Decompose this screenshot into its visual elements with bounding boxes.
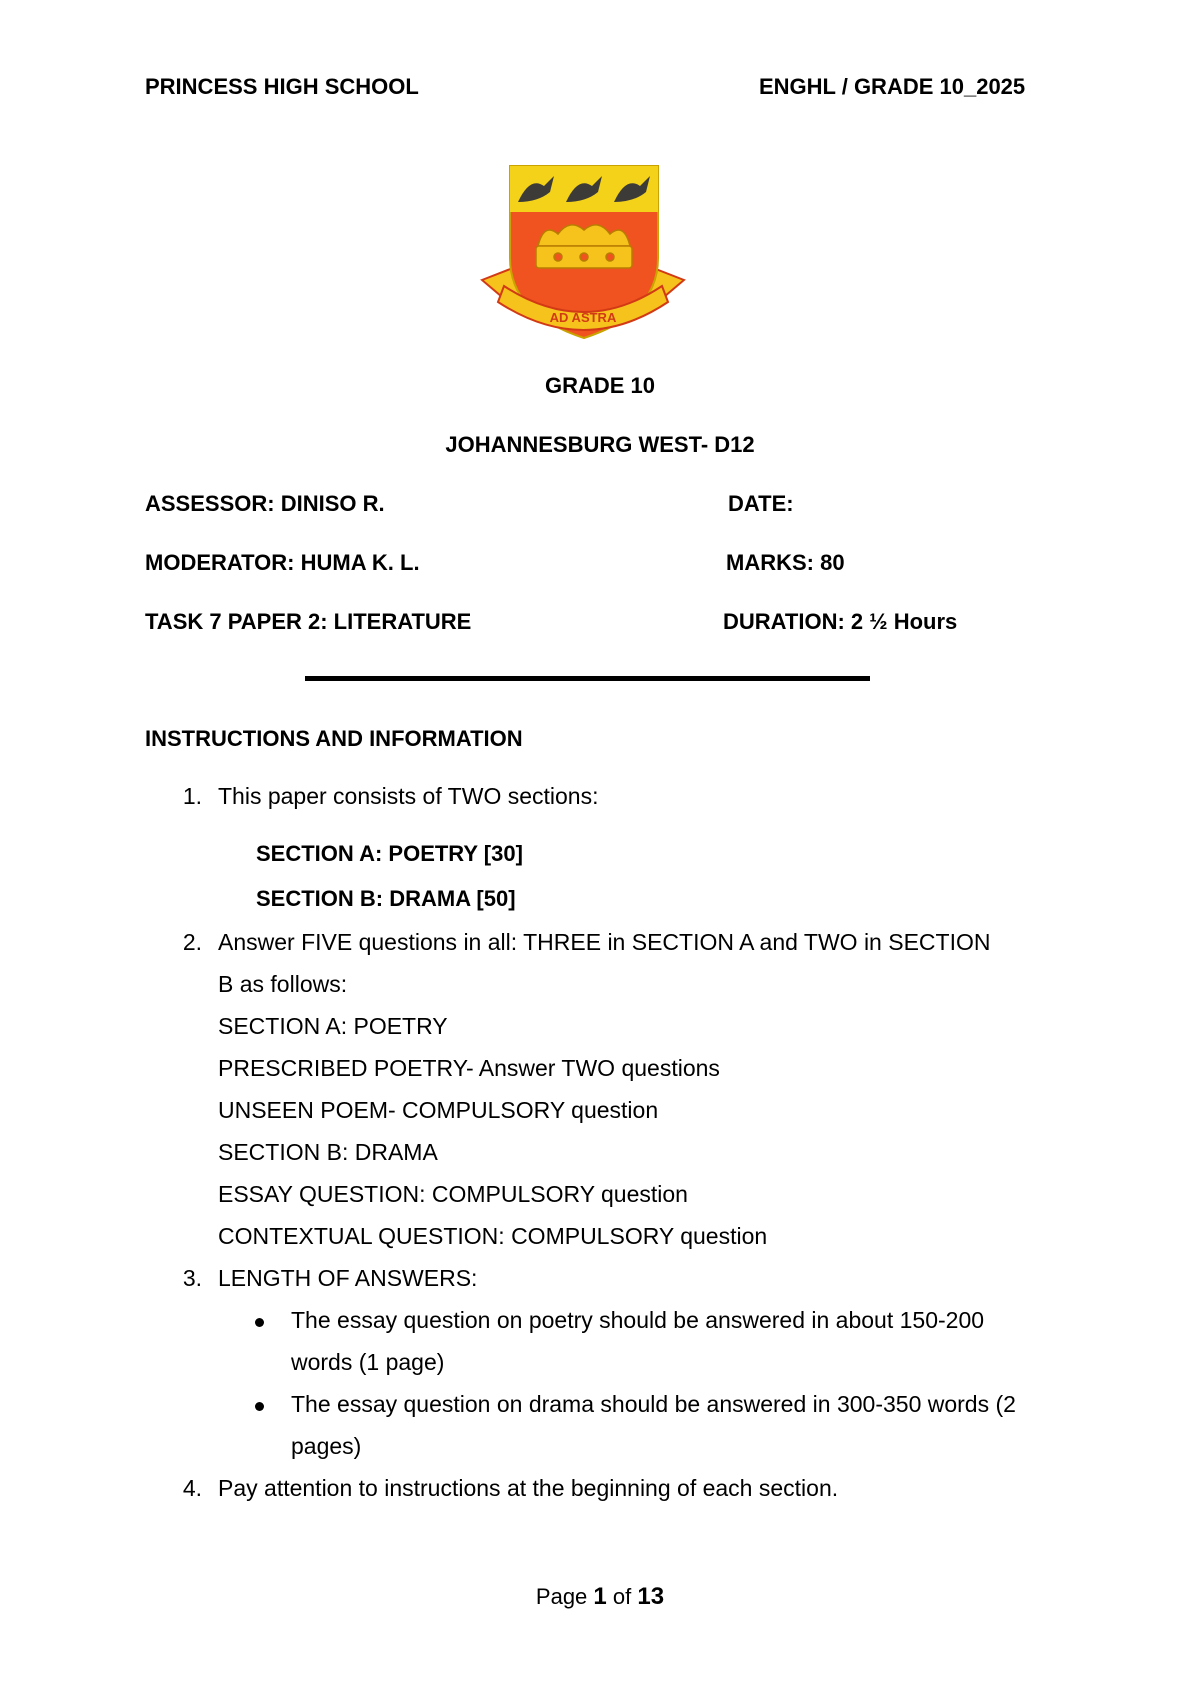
date-label: DATE: [728,491,794,516]
page-label: Page [535,1584,588,1609]
page-current: 1 [593,1583,607,1610]
list-number: 1. [182,783,202,809]
bullet-text: The essay question on poetry should be answered in about 150-200 [291,1307,985,1333]
svg-text:AD ASTRA: AD ASTRA [549,310,617,325]
section-a-label: SECTION A: POETRY [30] [256,841,523,866]
list-item-line: SECTION B: DRAMA [218,1139,438,1165]
bullet-icon [255,1318,264,1327]
section-b-label: SECTION B: DRAMA [50] [256,886,516,911]
task-title: TASK 7 PAPER 2: LITERATURE [145,609,472,634]
instructions-heading: INSTRUCTIONS AND INFORMATION [145,726,523,751]
list-item-line: SECTION A: POETRY [218,1013,448,1039]
list-number: 4. [182,1475,202,1501]
duration: DURATION: 2 ½ Hours [723,609,958,634]
page-footer [0,1583,1200,1611]
header-subject-code: ENGHL / GRADE 10_2025 [759,74,1026,99]
bullet-text: words (1 page) [291,1349,445,1375]
list-item-line: PRESCRIBED POETRY- Answer TWO questions [218,1055,720,1081]
list-number: 3. [182,1265,202,1291]
moderator: MODERATOR: HUMA K. L. [145,550,420,575]
header-school: PRINCESS HIGH SCHOOL [145,74,419,99]
school-crest-logo [478,162,688,352]
page-total: 13 [637,1583,665,1610]
bullet-text: The essay question on drama should be answered in 300-350 words (2 [291,1391,1016,1417]
list-item-line: B as follows: [218,971,348,997]
divider-rule [305,676,870,681]
assessor: ASSESSOR: DINISO R. [145,491,385,516]
list-item-line: UNSEEN POEM- COMPULSORY question [218,1097,659,1123]
bullet-text: pages) [291,1433,362,1459]
list-item-text: Pay attention to instructions at the beginning of each section. [218,1475,839,1501]
list-item-line: CONTEXTUAL QUESTION: COMPULSORY question [218,1223,768,1249]
list-number: 2. [182,929,202,955]
list-item-line: ESSAY QUESTION: COMPULSORY question [218,1181,688,1207]
grade-title: GRADE 10 [544,373,656,398]
list-item-text: This paper consists of TWO sections: [218,783,599,809]
district-title: JOHANNESBURG WEST- D12 [445,432,755,457]
of-label: of [612,1584,632,1609]
list-item-text: Answer FIVE questions in all: THREE in SECTION A and TWO in SECTION [218,929,991,955]
bullet-icon [255,1402,264,1411]
marks: MARKS: 80 [726,550,845,575]
list-item-text: LENGTH OF ANSWERS: [218,1265,478,1291]
